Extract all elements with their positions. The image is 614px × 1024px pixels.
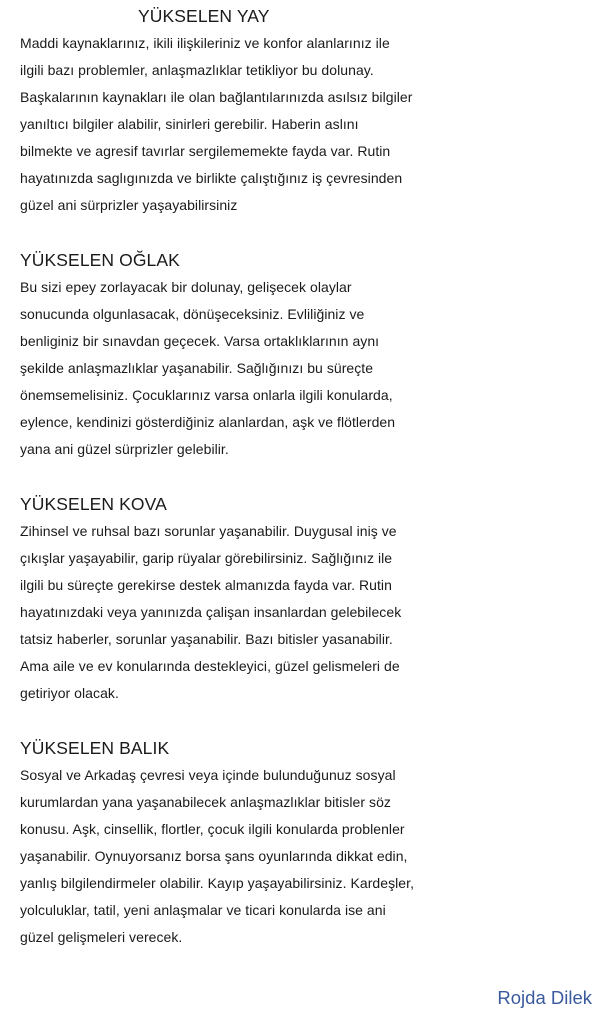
text-line: yaşanabilir. Oynuyorsanız borsa şans oyunlarında dikkat edin,: [20, 848, 408, 864]
text-line: tatsiz haberler, sorunlar yaşanabilir. Bazı bitisler yasanabilir.: [20, 631, 393, 647]
section-spacer: [20, 463, 610, 491]
section-title: YÜKSELEN BALIK: [20, 738, 170, 758]
text-line: kurumlardan yana yaşanabilecek anlaşmazlıklar bitisler söz: [20, 794, 391, 810]
author-signature: Rojda Dilek: [497, 987, 592, 1008]
text-line: eylence, kendinizi gösterdiğiniz alanlardan, aşk ve flötlerden: [20, 414, 396, 430]
text-line: Maddi kaynaklarınız, ikili ilişkileriniz ve konfor alanlarınız ile: [20, 35, 390, 51]
text-line: çıkışlar yaşayabilir, garip rüyalar görebilirsiniz. Sağlığınız ile: [20, 550, 393, 566]
text-line: bilmekte ve agresif tavırlar sergilememekte fayda var. Rutin: [20, 143, 391, 159]
text-line: önemsemelisiniz. Çocuklarınız varsa onlarla ilgili konularda,: [20, 387, 393, 403]
text-line: yana ani güzel sürprizler gelebilir.: [20, 441, 229, 457]
text-line: sonucunda olgunlasacak, dönüşeceksiniz. Evliliğiniz ve: [20, 306, 365, 322]
section-title: YÜKSELEN OĞLAK: [20, 250, 180, 270]
section-yukselen-balik: [20, 735, 610, 951]
text-line: konusu. Aşk, cinsellik, flortler, çocuk ilgili konularda problenler: [20, 821, 405, 837]
text-line: Sosyal ve Arkadaş çevresi veya içinde bulunduğunuz sosyal: [20, 767, 396, 783]
text-line: şekilde anlaşmazlıklar yaşanabilir. Sağlığınızı bu süreçte: [20, 360, 374, 376]
text-line: getiriyor olacak.: [20, 685, 119, 701]
section-yukselen-yay: [20, 3, 610, 219]
text-line: yanıltıcı bilgiler alabilir, sinirleri gerebilir. Haberin aslını: [20, 116, 359, 132]
text-line: hayatınızda saglıgınızda ve birlikte çalıştığınız iş çevresinden: [20, 170, 403, 186]
text-line: Başkalarının kaynakları ile olan bağlantılarınızda asılsız bilgiler: [20, 89, 413, 105]
horoscope-document: [20, 3, 610, 951]
text-line: Zihinsel ve ruhsal bazı sorunlar yaşanabilir. Duygusal iniş ve: [20, 523, 397, 539]
text-line: Bu sizi epey zorlayacak bir dolunay, gelişecek olaylar: [20, 279, 352, 295]
text-line: yolculuklar, tatil, yeni anlaşmalar ve ticari konularda ise ani: [20, 902, 386, 918]
section-yukselen-oglak: [20, 247, 610, 463]
text-line: hayatınızdaki veya yanınızda çalişan insanlardan gelebilecek: [20, 604, 402, 620]
section-yukselen-kova: [20, 491, 610, 707]
section-title: YÜKSELEN YAY: [138, 6, 270, 26]
section-spacer: [20, 707, 610, 735]
section-spacer: [20, 219, 610, 247]
text-line: yanlış bilgilendirmeler olabilir. Kayıp yaşayabilirsiniz. Kardeşler,: [20, 875, 415, 891]
text-line: ilgili bu süreçte gerekirse destek almanızda fayda var. Rutin: [20, 577, 392, 593]
text-line: güzel gelişmeleri verecek.: [20, 929, 183, 945]
text-line: ilgili bazı problemler, anlaşmazlıklar tetikliyor bu dolunay.: [20, 62, 374, 78]
text-line: güzel ani sürprizler yaşayabilirsiniz: [20, 197, 238, 213]
section-title: YÜKSELEN KOVA: [20, 494, 167, 514]
text-line: Ama aile ve ev konularında destekleyici, güzel gelismeleri de: [20, 658, 400, 674]
text-line: benliginiz bir sınavdan geçecek. Varsa ortaklıklarının aynı: [20, 333, 380, 349]
